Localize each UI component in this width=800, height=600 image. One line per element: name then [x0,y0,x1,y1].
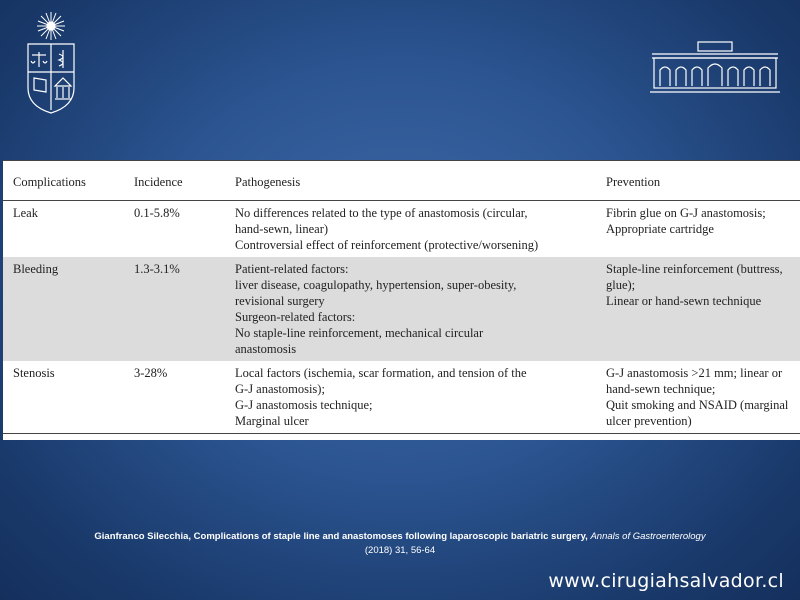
cell-prevention [596,361,800,434]
cell-pathogenesis [225,257,596,361]
prevention-line: ulcer prevention) [606,414,692,428]
citation-journal: Annals of Gastroenterology [590,531,706,542]
cell-incidence: 1.3-3.1% [124,257,225,361]
book-icon [34,78,46,92]
prevention-line: hand-sewn technique; [606,382,716,396]
pathogenesis-line: liver disease, coagulopathy, hypertension, super-obesity, [235,278,517,292]
scales-icon [31,52,47,67]
cell-incidence: 0.1-5.8% [134,206,180,220]
header-complications: Complications [3,161,124,201]
prevention-line: G-J anastomosis >21 mm; linear or [606,366,783,380]
staff-icon [59,50,63,68]
pathogenesis-line: No differences related to the type of anastomosis (circular, [235,206,528,220]
website-url: www.cirugiahsalvador.cl [548,570,784,592]
table-row-bleeding [3,257,800,361]
cell-complication: Bleeding [3,257,124,361]
complications-table [3,160,800,434]
table-header-row [3,161,800,201]
pathogenesis-line: hand-sewn, linear) [235,222,329,236]
cell-pathogenesis [225,361,596,434]
temple-icon [55,78,71,99]
pathogenesis-line: revisional surgery [235,294,325,308]
prevention-line: Appropriate cartridge [606,222,714,236]
citation-author-title: Gianfranco Silecchia, Complications of staple line and anastomoses following laparoscopic bariatric surgery, [94,531,588,542]
citation [0,530,800,558]
prevention-line: Quit smoking and NSAID (marginal [606,398,789,412]
cell-prevention [596,201,800,258]
pathogenesis-line: Controversial effect of reinforcement (protective/worsening) [235,238,539,252]
pathogenesis-line: Marginal ulcer [235,414,309,428]
cell-prevention [596,257,800,361]
pathogenesis-line: anastomosis [235,342,297,356]
pathogenesis-line: Patient-related factors: [235,262,349,276]
pathogenesis-line: Local factors (ischemia, scar formation, and tension of the [235,366,527,380]
pathogenesis-line: Surgeon-related factors: [235,310,356,324]
cell-complication: Stenosis [3,361,124,434]
header-incidence: Incidence [124,161,225,201]
hospital-building-logo [650,40,780,95]
cell-incidence: 3-28% [124,361,225,434]
header-prevention: Prevention [596,161,800,201]
prevention-line: Fibrin glue on G-J anastomosis; [606,206,766,220]
pathogenesis-line: No staple-line reinforcement, mechanical circular [235,326,484,340]
cell-complication: Leak [13,206,38,220]
table-row-stenosis [3,361,800,434]
prevention-line: Staple-line reinforcement (buttress, glue); [606,262,783,292]
prevention-line: Linear or hand-sewn technique [606,294,762,308]
header-pathogenesis: Pathogenesis [225,161,596,201]
citation-details: (2018) 31, 56-64 [364,545,436,556]
table-row-leak [3,201,800,258]
cell-pathogenesis [225,201,596,258]
pathogenesis-line: G-J anastomosis technique; [235,398,373,412]
complications-table-panel [3,160,800,440]
pathogenesis-line: G-J anastomosis); [235,382,325,396]
university-crest-logo [22,10,80,115]
